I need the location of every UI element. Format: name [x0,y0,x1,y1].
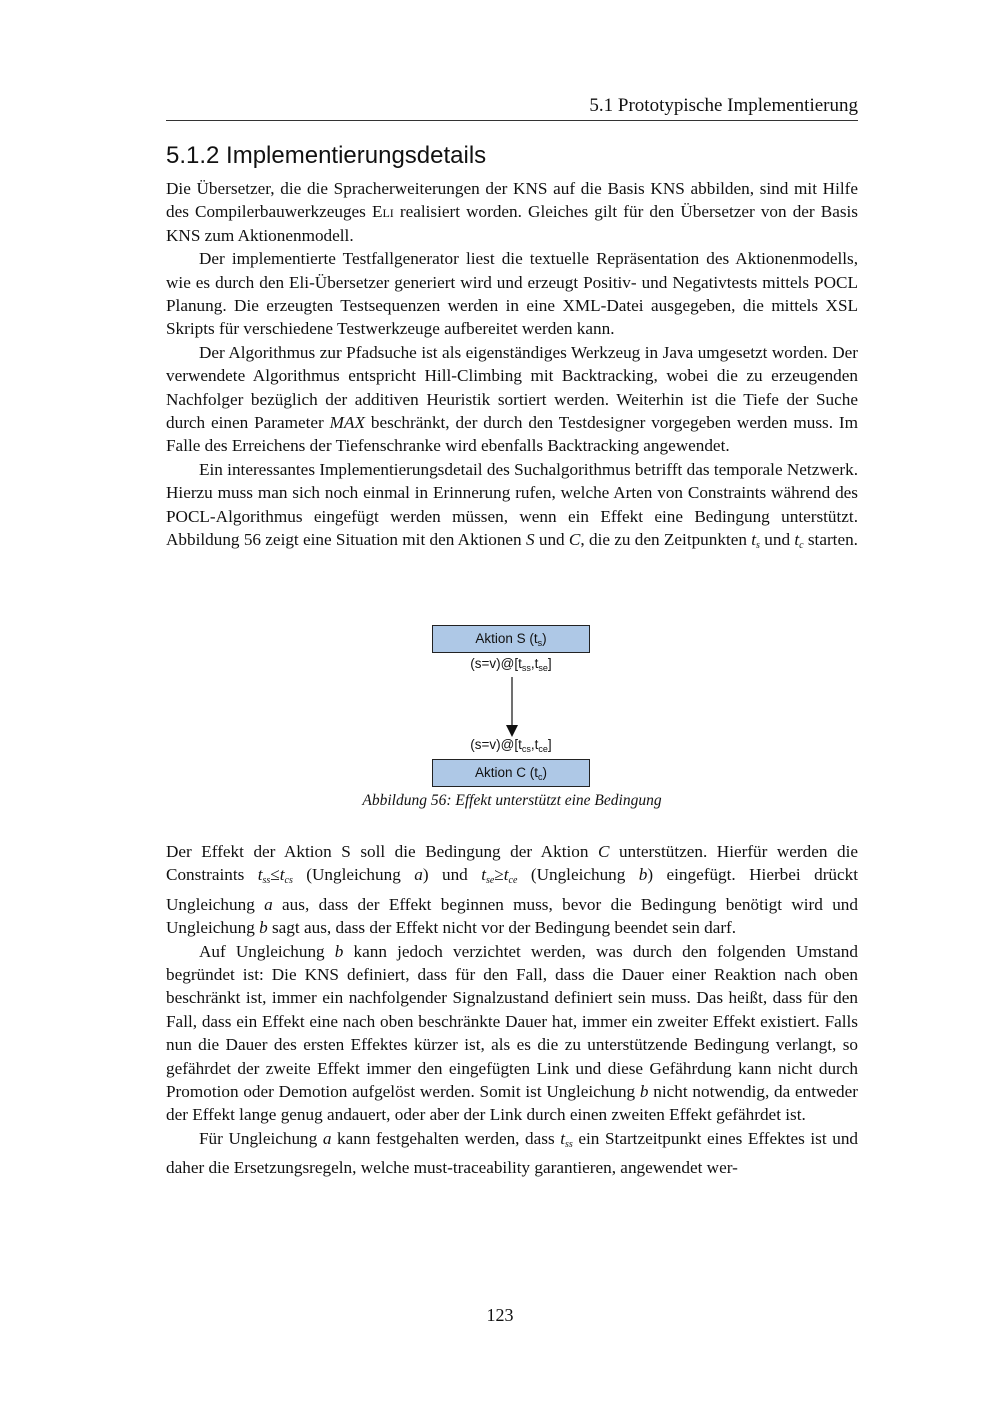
effect-label: $(s=v)@[t_{ss},t_{se}]$ [470,656,552,673]
page-number: 123 [486,1305,514,1325]
paragraph-2: Der implementierte Testfallgenerator liest die textuelle Repräsentation des Aktionenmodells, wie es durch den Eli-Übersetzer generiert wird und erzeugt Positiv- und Negativtests mittels POCL Planung. Die erzeugten Testsequenzen werden in eine XML-Datei ausgegeben, die mittels XSL Skripts für verschiedene Testwerkzeuge aufbereitet werden kann. [166,249,858,339]
paragraph-4: Ein interessantes Implementierungsdetail des Suchalgorithmus betrifft das temporale Netzwerk. Hierzu muss man sich noch einmal in Erinnerung rufen, welche Arten von Constraints während des POCL-Algorithmus eingefügt werden müssen, wenn ein Effekt eine Bedingung unterstützt. Abbildung 56 zeigt eine Situation mit den Aktionen S und C, die zu den Zeitpunkten $t_s$ und $t_c$ starten. [166,459,858,552]
eli-name: Eli [371,202,394,222]
condition-label: $(s=v)@[t_{cs},t_{ce}]$ [470,737,552,754]
paragraph-6: Auf Ungleichung b kann jedoch verzichtet werden, was durch den folgenden Umstand begründet ist: Die KNS definiert, dass für den Fall, dass die Dauer einer Reaktion nach oben beschränkt ist, immer ein nachfolgender Signalzustand definiert sein muss. Das heißt, dass für den Fall, dass ein Effekt eine nach oben beschränkte Dauer hat, immer ein zweiter Effekt existiert. Falls nun die Dauer des ersten Effektes kürzer ist, als es die zu unterstützende Bedingung verlangt, so gefährdet der zweite Effekt immer den eingefügten Link und diese Gefährdung kann nicht durch Promotion oder Demotion aufgelöst werden. Somit ist Ungleichung b nicht notwendig, da entweder der Effekt lange genug andauert, oder aber der Link durch einen zweiten Effekt gefährdet ist. [166,941,858,1125]
section-title: 5.1.2 Implementierungsdetails [166,142,487,169]
paragraph-7: Für Ungleichung a kann festgehalten werden, dass $t_{ss}$ ein Startzeitpunkt eines Effektes ist und daher die Ersetzungsregeln, welche must-traceability garantieren, angewendet wer- [166,1128,859,1178]
paragraph-3: Der Algorithmus zur Pfadsuche ist als eigenständiges Werkzeug in Java umgesetzt worden. Der verwendete Algorithmus entspricht Hill-Climbing mit Backtracking, wobei die zu erzeugenden Nachfolger bezüglich der additiven Heuristik sortiert werden. Weiterhin ist die Tiefe der Suche durch einen Parameter MAX beschränkt, der durch den Testdesigner vorgegeben werden muss. Im Falle des Erreichens der Tiefenschranke wird ebenfalls Backtracking angewendet. [166,342,858,456]
body-text-upper [166,177,858,558]
running-header: 5.1 Prototypische Implementierung [166,94,858,121]
body-text-lower [166,840,858,1180]
action-c-box: Aktion C $(t_c)$ [432,759,590,787]
paragraph-1: Die Übersetzer, die die Spracherweiterungen der KNS auf die Basis KNS abbilden, sind mit Hilfe des Compilerbauwerkzeuges Eli realisiert worden. Gleiches gilt für den Übersetzer von der Basis KNS zum Aktionenmodell. [166,179,858,245]
action-s-box: Aktion S $(t_s)$ [432,625,590,653]
paragraph-5: Der Effekt der Aktion S soll die Bedingung der Aktion C unterstützen. Hierfür werden die Constraints $t_{ss}\le t_{cs}$ (Ungleichung a) und $t_{se}\ge t_{ce}$ (Ungleichung b) eingefügt. Hierbei drückt Ungleichung a aus, dass der Effekt beginnen muss, bevor die Bedingung benötigt wird und Ungleichung b sagt aus, dass der Effekt nicht vor der Bedingung beendet sein darf. [166,842,859,938]
support-arrow [505,677,519,739]
figure-caption: Abbildung 56: Effekt unterstützt eine Bedingung [362,792,662,809]
max-parameter: MAX [329,413,365,433]
figure-56 [0,620,1000,820]
